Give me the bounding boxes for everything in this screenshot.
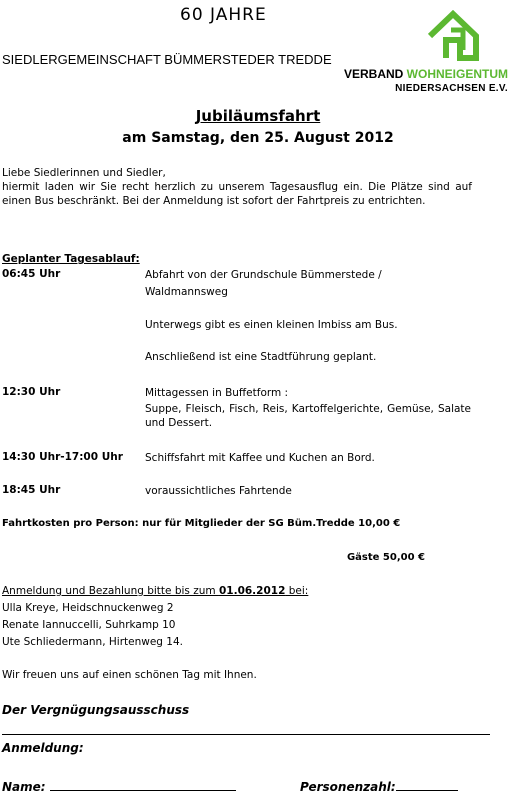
intro-greeting: Liebe Siedlerinnen und Siedler, [2,167,166,179]
persons-field[interactable] [300,780,458,794]
schedule-desc: Anschließend ist eine Stadtführung geplant. [145,351,377,363]
verband-region: NIEDERSACHSEN E.V. [395,83,508,94]
schedule-time: 18:45 Uhr [2,484,61,496]
house-logo-icon [427,10,479,62]
event-date: am Samstag, den 25. August 2012 [122,130,394,146]
divider-line [2,734,490,735]
persons-input-line[interactable] [396,790,458,791]
verband-line [344,67,508,81]
schedule-desc: Unterwegs gibt es einen kleinen Imbiss am Bus. [145,319,398,331]
intro-text [2,166,472,208]
cost-members: Fahrtkosten pro Person: nur für Mitglieder der SG Büm.Tredde 10,00 € [2,518,401,529]
schedule-time: 14:30 Uhr-17:00 Uhr [2,451,123,463]
contact-item: Ulla Kreye, Heidschnuckenweg 2 [2,602,174,614]
verband-brand: WOHNEIGENTUM [406,67,508,81]
form-heading: Anmeldung: [2,741,84,755]
name-field[interactable] [2,780,236,794]
schedule-desc: Abfahrt von der Grundschule Bümmerstede / [145,269,382,281]
contact-item: Ute Schliedermann, Hirtenweg 14. [2,636,184,648]
cost-guests: Gäste 50,00 € [346,552,425,563]
schedule-time: 12:30 Uhr [2,386,61,398]
verband-prefix: VERBAND [343,67,404,81]
contact-item: Renate Iannuccelli, Suhrkamp 10 [2,619,176,631]
signature: Der Vergnügungsausschuss [2,703,190,717]
event-title: Jubiläumsfahrt [195,107,321,125]
registration-suffix: bei: [285,585,309,597]
intro-body: hiermit laden wir Sie recht herzlich zu unserem Tagesausflug ein. Die Plätze sind auf einen Bus beschränkt. Bei der Anmeldung ist sofort der Fahrtpreis zu entrichten. [2,181,472,207]
name-input-line[interactable] [50,790,236,791]
name-label: Name: [2,780,46,794]
schedule-desc: Suppe, Fleisch, Fisch, Reis, Kartoffelgerichte, Gemüse, Salate und Dessert. [145,403,471,429]
registration-prefix: Anmeldung und Bezahlung bitte bis zum [2,585,219,597]
schedule-heading: Geplanter Tagesablauf: [2,253,140,265]
schedule-desc: voraussichtliches Fahrtende [145,485,292,497]
persons-label: Personenzahl: [300,780,396,794]
schedule-desc: Schiffsfahrt mit Kaffee und Kuchen an Bord. [145,452,375,464]
anniversary-title: 60 JAHRE [180,5,267,25]
schedule-desc: Waldmannsweg [145,286,228,298]
schedule-desc: Mittagessen in Buffetform : [145,387,289,399]
schedule-time: 06:45 Uhr [2,268,61,280]
registration-deadline: 01.06.2012 [218,585,286,597]
registration-heading [2,584,308,598]
organization-name: SIEDLERGEMEINSCHAFT BÜMMERSTEDER TREDDE [2,52,332,67]
closing-text: Wir freuen uns auf einen schönen Tag mit Ihnen. [2,669,257,681]
